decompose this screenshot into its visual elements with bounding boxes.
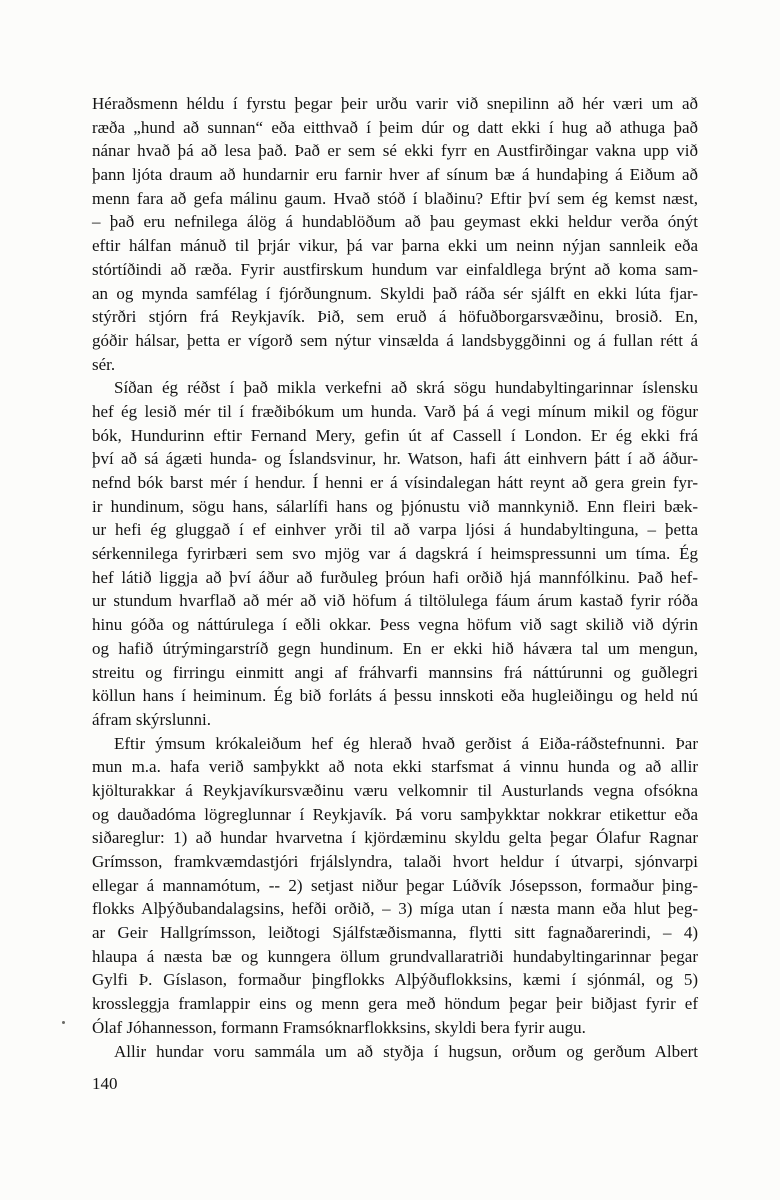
text-line: mun m.a. hafa verið samþykkt að nota ekki starfsmat á vinnu hunda og að allir <box>92 757 698 777</box>
text-line: krossleggja framlappir eins og menn gera með höndum þegar þeir biðjast fyrir ef <box>92 994 698 1014</box>
text-line: nefnd bók barst mér í hendur. Í henni er á vísindalegan hátt reynt að gera grein fyr- <box>92 473 698 492</box>
text-line: ir hundinum, sögu hans, sálarlífi hans og þjónustu við mannkynið. Enn fleiri bæk- <box>92 496 698 516</box>
text-line: áfram skýrslunni. <box>92 709 211 729</box>
text-line: Allir hundar voru sammála um að styðja í hugsun, orðum og gerðum Albert <box>114 1041 698 1061</box>
page-number: 140 <box>92 1074 118 1093</box>
text-line: og dauðadóma lögreglunnar í Reykjavík. Þá voru samþykktar nokkrar etikettur eða <box>92 804 698 824</box>
text-line: Ólaf Jóhannesson, formann Framsóknarflokksins, skyldi bera fyrir augu. <box>92 1017 586 1037</box>
text-line: ræða „hund að sunnan“ eða eitthvað í þeim dúr og datt ekki í hug að athuga það <box>92 117 698 137</box>
text-line: Eftir ýmsum krókaleiðum hef ég hlerað hvað gerðist á Eiða-ráðstefnunni. Þar <box>114 733 698 753</box>
text-line: Grímsson, framkvæmdastjóri frjálslyndra, talaði hvort heldur í útvarpi, sjónvarpi <box>92 852 698 871</box>
text-line: eftir hálfan mánuð til þrjár vikur, þá var þarna ekki um neinn nýjan sannleik eða <box>92 236 698 256</box>
text-line: sér. <box>92 354 116 374</box>
text-line: bók, Hundurinn eftir Fernand Mery, gefin út af Cassell í London. Er ég ekki frá <box>92 425 698 445</box>
text-line: ur hefi ég gluggað í ef einhver yrði til að varpa ljósi á hundabyltinguna, – þetta <box>92 520 698 540</box>
text-line: ur stundum hvarflað að mér að við höfum á tiltölulega fáum árum kastað fyrir róða <box>92 591 698 611</box>
text-line: streitu og firringu einmitt angi af fráhvarfi mannsins frá náttúrunni og guðlegri <box>92 662 698 682</box>
text-line: hlaupa á næsta bæ og kunngera öllum grundvallaratriði hundabyltingarinnar þegar <box>92 946 698 966</box>
text-line: góðir hálsar, þetta er vígorð sem nýtur vinsælda á landsbyggðinni og á fullan rétt á <box>92 330 698 350</box>
text-line: nánar hvað þá að lesa það. Það er sem sé ekki fyrr en Austfirðingar vakna upp við <box>92 141 698 161</box>
text-line: ar Geir Hallgrímsson, leiðtogi Sjálfstæðismanna, flytti sitt fagnaðarerindi, – 4) <box>92 923 698 943</box>
text-line: köllun hans í heiminum. Ég bið forláts á þessu innskoti eða hugleiðingu og held nú <box>92 686 698 706</box>
text-line: Gylfi Þ. Gíslason, formaður þingflokks Alþýðuflokksins, kæmi í sjónmál, og 5) <box>92 970 698 990</box>
text-line: stýrðri stjórn frá Reykjavík. Þið, sem eruð á höfuðborgarsvæðinu, brosið. En, <box>92 307 698 327</box>
text-block <box>92 92 698 1063</box>
text-line: þann ljóta draum að hundarnir eru farnir hver af sínum bæ á hundaþing á Eiðum að <box>92 165 698 185</box>
text-line: stórtíðindi að ræða. Fyrir austfirskum hundum var einfaldlega brýnt að koma sam- <box>92 259 698 279</box>
scan-speck <box>62 1021 65 1024</box>
text-line: sérkennilega fyrirbæri sem svo mjög var á dagskrá í heimspressunni um tíma. Ég <box>92 544 698 564</box>
text-line: því að sá ágæti hunda- og Íslandsvinur, hr. Watson, hafi átt einhvern þátt í að áður- <box>92 449 698 469</box>
text-line: hef ég lesið mér til í fræðibókum um hunda. Varð þá á vegi mínum mikil og fögur <box>92 401 698 421</box>
text-line: menn fara að gefa málinu gaum. Hvað stóð í blaðinu? Eftir því sem ég kemst næst, <box>92 188 698 208</box>
text-line: og hafið útrýmingarstríð gegn hundinum. En er ekki hið háværa tal um mengun, <box>92 638 698 658</box>
text-line: flokks Alþýðubandalagsins, hefði orðið, – 3) míga utan í næsta mann eða hlut þeg- <box>92 899 698 919</box>
text-line: kjölturakkar á Reykjavíkursvæðinu væru velkomnir til Austurlands vegna ofsókna <box>92 780 698 800</box>
text-line: siðareglur: 1) að hundar hvarvetna í kjördæminu skyldu gelta þegar Ólafur Ragnar <box>92 828 698 848</box>
text-line: ellegar á mannamótum, -- 2) setjast niður þegar Lúðvík Jósepsson, formaður þing- <box>92 875 698 895</box>
text-line: Héraðsmenn héldu í fyrstu þegar þeir urðu varir við snepilinn að hér væri um að <box>92 94 698 113</box>
text-line: hinu góða og náttúrulega í eðli okkar. Þess vegna höfum við sagt skilið við dýrin <box>92 615 698 635</box>
text-line: Síðan ég réðst í það mikla verkefni að skrá sögu hundabyltingarinnar íslensku <box>114 378 698 398</box>
text-line: – það eru nefnilega álög á hundablöðum að þau geymast ekki heldur verða ónýt <box>92 212 698 232</box>
text-line: hef látið liggja að því áður að furðuleg þróun hafi orðið hjá mannfólkinu. Það hef- <box>92 567 698 587</box>
text-line: an og mynda samfélag í fjórðungnum. Skyldi það ráða sér sjálft en ekki lúta fjar- <box>92 283 698 303</box>
